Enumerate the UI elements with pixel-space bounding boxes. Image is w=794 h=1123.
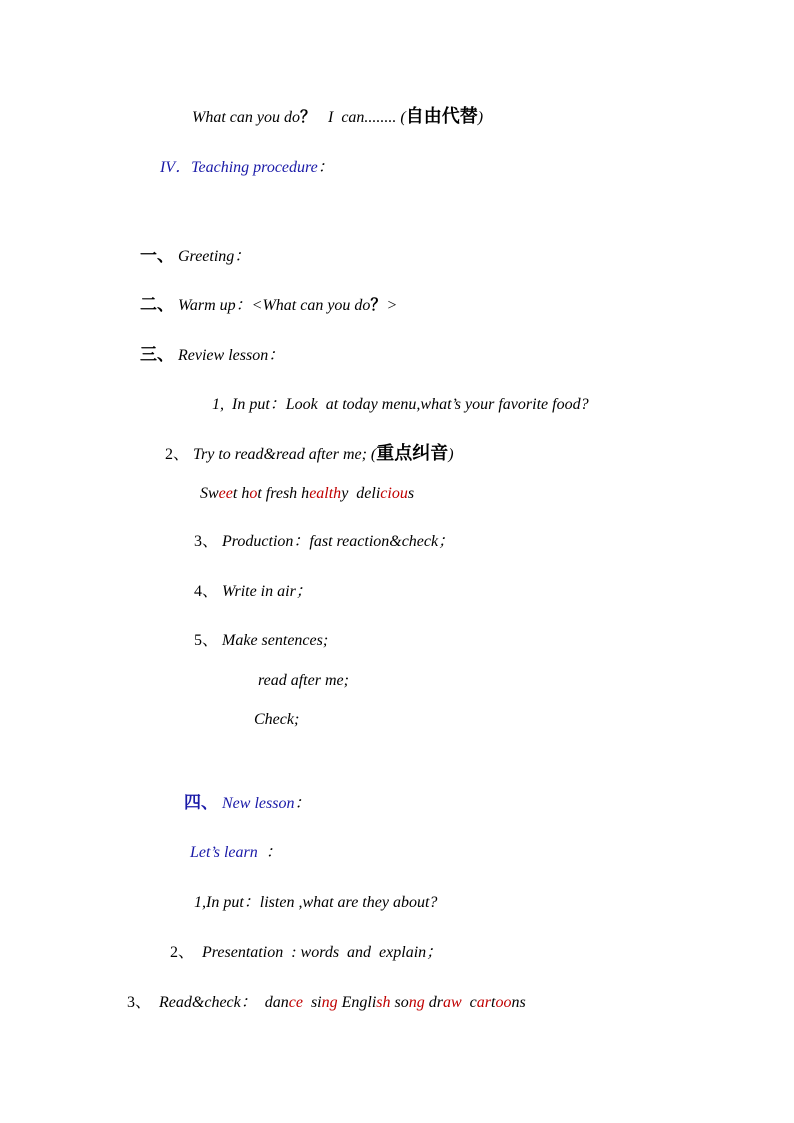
step-text: Greeting： — [178, 248, 251, 265]
review-read — [165, 444, 454, 465]
word-seg: Engli — [337, 994, 377, 1011]
vocab-seg: t h — [232, 485, 250, 502]
teaching-procedure-heading — [160, 158, 334, 178]
word-highlight: sh — [376, 994, 391, 1011]
step-number: 四、 — [184, 793, 218, 813]
heading-text: IV．Teaching procedure — [160, 159, 318, 176]
step-review-lesson — [140, 345, 284, 366]
word-seg: so — [390, 994, 409, 1011]
word-highlight: ce — [288, 994, 303, 1011]
item-close-paren: ) — [448, 446, 454, 463]
item-note-cjk: 重点纠音 — [376, 443, 449, 464]
sub-text: Check; — [254, 711, 300, 728]
review-write — [194, 582, 312, 602]
vocab-seg: Sw — [200, 485, 219, 502]
item-number: 4、 — [194, 583, 219, 600]
step-number: 二、 — [140, 295, 174, 315]
step-number: 一、 — [140, 246, 174, 266]
intro-close-paren: ) — [477, 109, 484, 126]
step-warm-up — [140, 295, 397, 316]
word-highlight: ar — [476, 994, 492, 1011]
word-seg: dr — [424, 994, 443, 1011]
review-sentences — [194, 631, 328, 651]
intro-note-cjk: 自由代替 — [405, 106, 478, 127]
step-question-mark: ？ — [370, 295, 387, 314]
item-number: 2、 — [165, 446, 190, 463]
learn-input — [194, 893, 437, 913]
word-highlight: ng — [321, 994, 338, 1011]
lets-learn-text: Let’s learn — [190, 844, 258, 861]
vocab-words — [200, 484, 414, 504]
item-text: Production：fast reaction&check； — [222, 533, 455, 550]
vocab-highlight: ee — [218, 485, 233, 502]
step-colon: ： — [294, 795, 311, 812]
sub-text: read after me; — [258, 672, 349, 689]
sentences-read — [258, 671, 349, 691]
sentences-check — [254, 710, 299, 730]
intro-question-mark: ？ — [299, 107, 316, 126]
word-highlight: oo — [495, 994, 512, 1011]
item-text: Make sentences; — [222, 632, 329, 649]
review-input — [212, 395, 589, 415]
item-text: Try to read&read after me; ( — [193, 446, 377, 463]
item-text: Presentation : words and explain； — [202, 944, 443, 961]
heading-colon: ： — [317, 159, 334, 176]
word-seg: c — [461, 994, 477, 1011]
item-text: Read&check： dan — [159, 994, 289, 1011]
vocab-highlight: ealth — [309, 485, 342, 502]
intro-line — [192, 107, 483, 128]
review-input-text: 1, In put：Look at today menu,what’s your favorite food? — [212, 396, 589, 413]
item-text: Write in air； — [222, 583, 312, 600]
vocab-highlight: ciou — [380, 485, 408, 502]
step-text: New lesson — [222, 795, 295, 812]
item-number: 5、 — [194, 632, 219, 649]
intro-answer: I can........ ( — [316, 109, 406, 126]
vocab-highlight: o — [249, 485, 258, 502]
step-new-lesson — [184, 793, 310, 814]
step-greeting — [140, 246, 250, 267]
lets-learn-heading — [190, 843, 282, 863]
step-text: Review lesson： — [178, 347, 285, 364]
step-close: > — [386, 297, 398, 314]
learn-input-text: 1,In put：listen ,what are they about? — [194, 894, 438, 911]
word-seg: t — [491, 994, 496, 1011]
learn-presentation — [170, 943, 442, 963]
item-number: 2、 — [170, 944, 195, 961]
review-production — [194, 532, 454, 552]
vocab-seg: y deli — [341, 485, 381, 502]
word-highlight: ng — [408, 994, 425, 1011]
item-number: 3、 — [194, 533, 219, 550]
word-seg: si — [302, 994, 322, 1011]
step-text: Warm up：<What can you do — [178, 297, 371, 314]
word-highlight: aw — [443, 994, 462, 1011]
step-number: 三、 — [140, 345, 174, 365]
learn-read-check — [127, 993, 526, 1013]
word-seg: ns — [511, 994, 526, 1011]
intro-question: What can you do — [192, 109, 300, 126]
vocab-seg: s — [407, 485, 415, 502]
lets-learn-colon: ： — [257, 844, 282, 861]
vocab-seg: t fresh h — [257, 485, 310, 502]
item-number: 3、 — [127, 994, 152, 1011]
